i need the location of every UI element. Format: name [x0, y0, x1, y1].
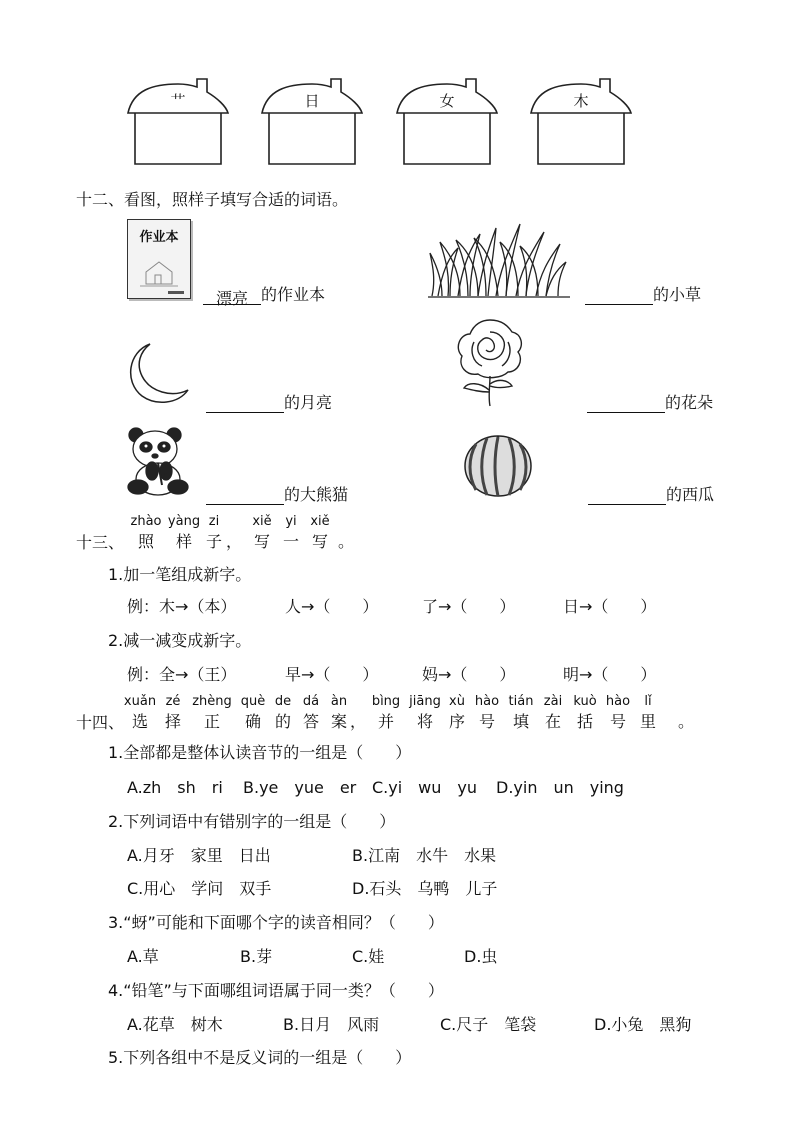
- house-box-2[interactable]: [259, 76, 365, 168]
- pinyin-char: tián 填: [508, 694, 534, 731]
- fill-item[interactable]: 人→（ ）: [285, 597, 379, 616]
- house-box-1[interactable]: [125, 76, 231, 168]
- pinyin-char: àn 案: [330, 694, 348, 731]
- fill-item[interactable]: 日→（ ）: [563, 597, 657, 616]
- answer-blank[interactable]: [585, 286, 653, 305]
- option-d[interactable]: D.石头 乌鸭 儿子: [352, 879, 498, 898]
- option-a[interactable]: A.草: [127, 947, 159, 966]
- pinyin-char: què 确: [240, 694, 266, 731]
- pinyin-char: zài 在: [543, 694, 563, 731]
- grass-answer: 的小草: [585, 282, 701, 305]
- panda-icon: [124, 425, 192, 497]
- pinyin-char: xuǎn 选: [123, 694, 157, 731]
- house-char: 木: [573, 92, 589, 110]
- house-char: 日: [304, 92, 320, 110]
- option-c[interactable]: C.yi wu yu: [372, 778, 478, 797]
- moon-icon: [122, 338, 192, 408]
- pinyin-char: dá 答: [302, 694, 320, 731]
- answer-blank-filled[interactable]: 漂亮: [203, 286, 261, 305]
- notebook-cover-text: 作业本: [139, 230, 179, 245]
- flower-answer: 的花朵: [587, 390, 713, 413]
- pinyin-char: xù 序: [448, 694, 465, 731]
- fill-item[interactable]: 了→（ ）: [422, 597, 516, 616]
- fill-item[interactable]: 妈→（ ）: [422, 665, 516, 684]
- house-box-3[interactable]: [394, 76, 500, 168]
- house-char: 女: [439, 92, 455, 110]
- option-b[interactable]: B.ye yue er: [243, 778, 357, 797]
- notebook-answer: 漂亮 的作业本: [203, 282, 325, 305]
- pinyin-char: jiāng 将: [409, 694, 441, 731]
- question-14-2: 2.下列词语中有错别字的一组是（ ）: [108, 812, 396, 831]
- house-box-4[interactable]: [528, 76, 634, 168]
- answer-blank[interactable]: [587, 394, 665, 413]
- section-14-number: 十四、: [76, 713, 125, 732]
- section-13-number: 十三、: [76, 533, 125, 552]
- watermelon-icon: [462, 432, 534, 498]
- pinyin-char: yàng 样: [167, 514, 201, 551]
- section-12-title: 十二、看图，照样子填写合适的词语。: [76, 190, 349, 209]
- example-item: 例：木→（本）: [127, 597, 237, 616]
- option-b[interactable]: B.江南 水牛 水果: [352, 846, 497, 865]
- watermelon-answer: 的西瓜: [588, 482, 714, 505]
- option-d[interactable]: D.虫: [464, 947, 498, 966]
- option-b[interactable]: B.日月 风雨: [283, 1015, 380, 1034]
- pinyin-char: 。: [677, 712, 694, 731]
- pinyin-char: xiě 写: [252, 514, 272, 551]
- answer-blank[interactable]: [206, 486, 284, 505]
- pinyin-char: lǐ 里: [639, 694, 656, 731]
- notebook-image: [127, 219, 191, 299]
- example-item: 例：全→（王）: [127, 665, 237, 684]
- pinyin-char: zhèng 正: [192, 694, 232, 731]
- pinyin-char: ，: [349, 712, 366, 731]
- option-b[interactable]: B.芽: [240, 947, 273, 966]
- option-a[interactable]: A.月牙 家里 日出: [127, 846, 271, 865]
- pinyin-char: hào 号: [605, 694, 631, 731]
- house-char: 艹: [170, 92, 186, 110]
- question-14-3: 3.“蚜”可能和下面哪个字的读音相同？（ ）: [108, 913, 444, 932]
- pinyin-char: zé 择: [164, 694, 181, 731]
- moon-answer: 的月亮: [206, 390, 332, 413]
- rose-icon: [452, 316, 528, 408]
- fill-item[interactable]: 早→（ ）: [285, 665, 379, 684]
- pinyin-char: de 的: [274, 694, 292, 731]
- question-13-1: 1.加一笔组成新字。: [108, 565, 252, 584]
- panda-answer: 的大熊猫: [206, 482, 348, 505]
- pinyin-char: zhào 照: [130, 514, 162, 551]
- pinyin-char: zi 子: [205, 514, 222, 551]
- pinyin-char: kuò 括: [573, 694, 597, 731]
- answer-blank[interactable]: [588, 486, 666, 505]
- answer-blank[interactable]: [206, 394, 284, 413]
- notebook-house-icon: [128, 242, 190, 302]
- pinyin-char: bìng 并: [371, 694, 401, 731]
- option-a[interactable]: A.花草 树木: [127, 1015, 223, 1034]
- question-14-1: 1.全部都是整体认读音节的一组是（ ）: [108, 743, 412, 762]
- pinyin-char: hào 号: [474, 694, 500, 731]
- option-a[interactable]: A.zh sh ri: [127, 778, 223, 797]
- option-c[interactable]: C.娃: [352, 947, 385, 966]
- question-14-4: 4.“铅笔”与下面哪组词语属于同一类？（ ）: [108, 981, 444, 1000]
- grass-icon: [428, 218, 570, 298]
- fill-item[interactable]: 明→（ ）: [563, 665, 657, 684]
- option-c[interactable]: C.尺子 笔袋: [440, 1015, 537, 1034]
- pinyin-char: yi 一: [282, 514, 299, 551]
- pinyin-char: 。: [337, 532, 354, 551]
- question-13-2: 2.减一减变成新字。: [108, 631, 252, 650]
- option-c[interactable]: C.用心 学问 双手: [127, 879, 272, 898]
- pinyin-char: xiě 写: [310, 514, 330, 551]
- pinyin-char: ，: [225, 532, 242, 551]
- option-d[interactable]: D.yin un ying: [496, 778, 624, 797]
- question-14-5: 5.下列各组中不是反义词的一组是（ ）: [108, 1048, 412, 1067]
- option-d[interactable]: D.小兔 黑狗: [594, 1015, 692, 1034]
